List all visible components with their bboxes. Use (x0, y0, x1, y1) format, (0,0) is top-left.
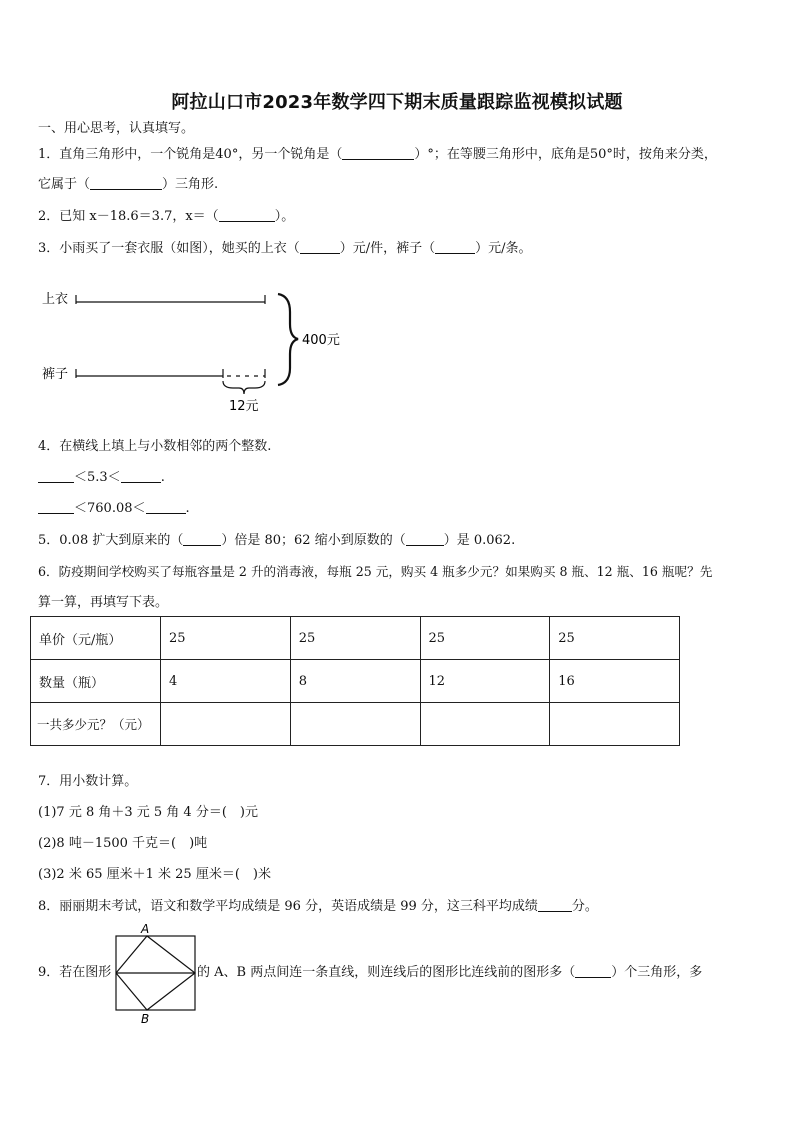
q1-text-c: 它属于（ (38, 177, 91, 192)
question-1-line-1 (38, 146, 717, 164)
diff-label: 12元 (229, 399, 259, 414)
price-cell: 25 (161, 617, 291, 660)
price-cell: 25 (290, 617, 420, 660)
point-a-label: A (141, 922, 150, 936)
question-5 (38, 532, 515, 550)
q8-text-b: 分。 (571, 899, 598, 914)
question-2 (38, 208, 294, 226)
quantity-cell: 16 (550, 660, 680, 703)
diff-brace (223, 381, 265, 394)
q4-row-1 (38, 469, 165, 487)
total-answer-cell[interactable] (290, 703, 420, 746)
q4-row-2-end: . (185, 501, 190, 516)
table-row (31, 617, 680, 660)
q7-item-3: (3)2 米 65 厘米＋1 米 25 厘米＝( )米 (38, 867, 271, 882)
q4-row-2 (38, 500, 190, 518)
q9-figure (110, 921, 202, 1027)
q3-blank-1[interactable] (300, 240, 340, 254)
quantity-cell: 4 (161, 660, 291, 703)
q1-blank-1[interactable] (342, 146, 414, 160)
quantity-cell: 8 (290, 660, 420, 703)
q4-row-1-text: ＜5.3＜ (74, 470, 121, 485)
q1-text-d: ）三角形. (162, 177, 219, 192)
q9-text-c: ）个三角形，多 (611, 965, 703, 980)
row-label-price: 单价（元/瓶） (31, 617, 161, 660)
section-heading: 一、用心思考，认真填写。 (38, 121, 195, 136)
q7-item-2: (2)8 吨－1500 千克＝( )吨 (38, 836, 208, 851)
table-row (31, 660, 680, 703)
q2-text-a: 2．已知 x－18.6＝3.7，x＝（ (38, 209, 219, 224)
q4-blank-4[interactable] (146, 500, 186, 514)
q3-blank-2[interactable] (435, 240, 475, 254)
q1-text-b: ）°；在等腰三角形中，底角是50°时，按角来分类， (414, 147, 717, 162)
q5-text-b: ）倍是 80；62 缩小到原数的（ (221, 533, 406, 548)
diagram-label-bottom: 裤子 (42, 367, 69, 382)
question-6-line-1: 6．防疫期间学校购买了每瓶容量是 2 升的消毒液，每瓶 25 元，购买 4 瓶多少元？如果购买 8 瓶、12 瓶、16 瓶呢？先 (38, 564, 713, 579)
q4-row-2-text: ＜760.08＜ (74, 501, 146, 516)
question-7: 7．用小数计算。 (38, 774, 138, 789)
q8-blank[interactable] (538, 898, 572, 912)
q6-table (30, 616, 680, 746)
page-title: 阿拉山口市2023年数学四下期末质量跟踪监视模拟试题 (171, 92, 623, 113)
question-4: 4．在横线上填上与小数相邻的两个整数. (38, 439, 272, 454)
q9-text-start: 9．若在图形 (38, 965, 112, 980)
quantity-cell: 12 (420, 660, 550, 703)
point-b-label: B (141, 1012, 150, 1026)
q5-blank-2[interactable] (406, 532, 444, 546)
q3-text-a: 3．小雨买了一套衣服（如图），她买的上衣（ (38, 241, 300, 256)
total-answer-cell[interactable] (161, 703, 291, 746)
question-9 (197, 964, 702, 982)
q3-bar-diagram (30, 282, 350, 417)
question-3 (38, 240, 532, 258)
q2-blank[interactable] (219, 208, 275, 222)
q3-text-b: ）元/件，裤子（ (339, 241, 436, 256)
q9-text-b: 的 A、B 两点间连一条直线，则连线后的图形比连线前的图形多（ (197, 965, 576, 980)
q1-blank-2[interactable] (90, 176, 162, 190)
price-cell: 25 (420, 617, 550, 660)
total-brace (278, 294, 298, 385)
price-cell: 25 (550, 617, 680, 660)
row-label-total: 一共多少元？（元） (31, 703, 161, 746)
table-row (31, 703, 680, 746)
q8-text-a: 8．丽丽期末考试，语文和数学平均成绩是 96 分，英语成绩是 99 分，这三科平均成绩 (38, 899, 538, 914)
q9-blank[interactable] (575, 964, 611, 978)
q5-text-c: ）是 0.062. (443, 533, 516, 548)
question-1-line-2 (38, 176, 218, 194)
q5-blank-1[interactable] (183, 532, 221, 546)
row-label-quantity: 数量（瓶） (31, 660, 161, 703)
question-6-line-2: 算一算，再填写下表。 (38, 595, 169, 610)
total-answer-cell[interactable] (550, 703, 680, 746)
total-answer-cell[interactable] (420, 703, 550, 746)
q4-blank-1[interactable] (38, 469, 74, 483)
q1-text-a: 1．直角三角形中，一个锐角是40°，另一个锐角是（ (38, 147, 343, 162)
diagram-label-top: 上衣 (42, 292, 69, 307)
q4-blank-2[interactable] (121, 469, 161, 483)
q4-row-1-end: . (160, 470, 165, 485)
question-8 (38, 898, 598, 916)
q2-text-b: ）。 (274, 209, 295, 224)
total-label: 400元 (302, 333, 340, 348)
q7-item-1: (1)7 元 8 角＋3 元 5 角 4 分＝( )元 (38, 805, 258, 820)
q5-text-a: 5．0.08 扩大到原来的（ (38, 533, 184, 548)
q4-blank-3[interactable] (38, 500, 74, 514)
q3-text-c: ）元/条。 (475, 241, 532, 256)
